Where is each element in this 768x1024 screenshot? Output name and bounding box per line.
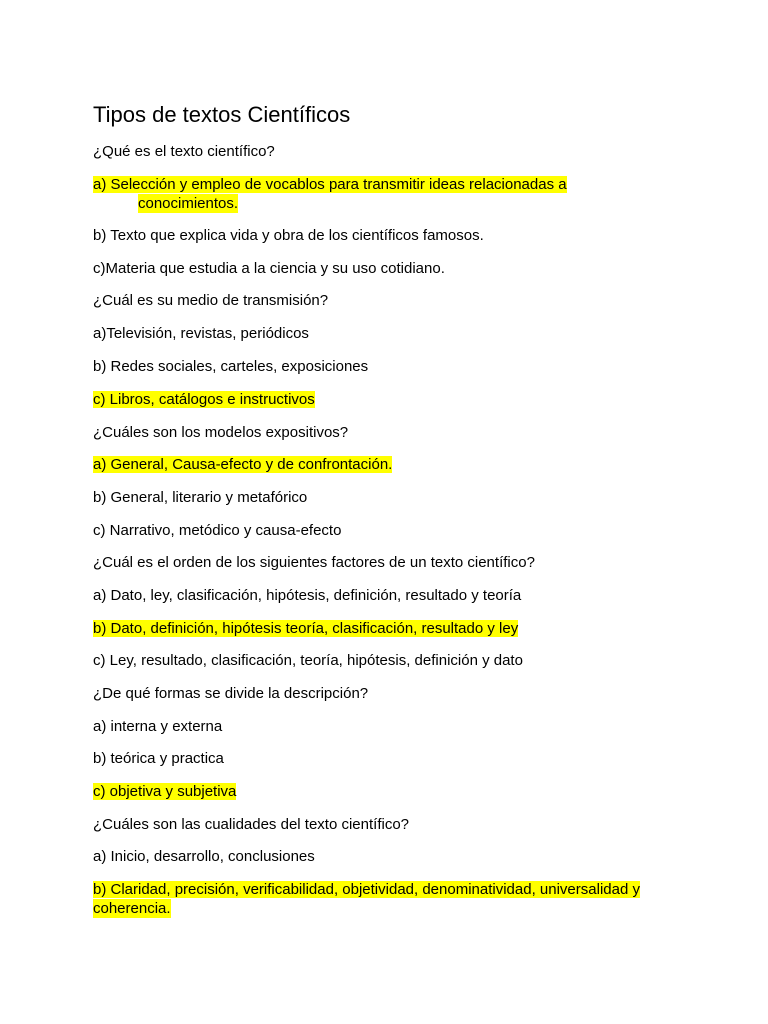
answer-3b: b) General, literario y metafórico (93, 489, 308, 506)
answer-4c: c) Ley, resultado, clasificación, teoría, hipótesis, definición y dato (93, 652, 523, 669)
answer-4a: a) Dato, ley, clasificación, hipótesis, definición, resultado y teoría (93, 587, 522, 604)
answer-2c (93, 390, 315, 409)
answer-6b-line2: coherencia. (93, 900, 171, 917)
answer-2c-text: c) Libros, catálogos e instructivos (93, 391, 315, 408)
answer-5b: b) teórica y practica (93, 750, 224, 767)
answer-3a-text: a) General, Causa-efecto y de confrontación. (93, 456, 393, 473)
question-5: ¿De qué formas se divide la descripción? (93, 685, 369, 702)
question-6: ¿Cuáles son las cualidades del texto científico? (93, 816, 410, 833)
answer-6a: a) Inicio, desarrollo, conclusiones (93, 848, 315, 865)
answer-4b-text: b) Dato, definición, hipótesis teoría, clasificación, resultado y ley (93, 620, 519, 637)
answer-4b (93, 619, 518, 638)
answer-3c: c) Narrativo, metódico y causa-efecto (93, 522, 342, 539)
answer-5a: a) interna y externa (93, 718, 223, 735)
answer-5c-text: c) objetiva y subjetiva (93, 783, 237, 800)
answer-5c (93, 782, 236, 801)
answer-1b: b) Texto que explica vida y obra de los científicos famosos. (93, 227, 484, 244)
answer-3a (93, 455, 392, 474)
answer-1a-line1: a) Selección y empleo de vocablos para transmitir ideas relacionadas a (93, 176, 567, 193)
answer-1a-line2: conocimientos. (138, 195, 239, 212)
document-title: Tipos de textos Científicos (93, 102, 351, 127)
question-3: ¿Cuáles son los modelos expositivos? (93, 424, 349, 441)
question-2: ¿Cuál es su medio de transmisión? (93, 292, 329, 309)
answer-2a: a)Televisión, revistas, periódicos (93, 325, 309, 342)
answer-1c: c)Materia que estudia a la ciencia y su uso cotidiano. (93, 260, 445, 277)
question-4: ¿Cuál es el orden de los siguientes factores de un texto científico? (93, 554, 535, 571)
answer-6b (93, 880, 640, 899)
answer-6b-line1: b) Claridad, precisión, verificabilidad, objetividad, denominatividad, universalidad y (93, 881, 640, 898)
answer-1a (93, 175, 567, 194)
question-1: ¿Qué es el texto científico? (93, 143, 275, 160)
answer-2b: b) Redes sociales, carteles, exposiciones (93, 358, 369, 375)
